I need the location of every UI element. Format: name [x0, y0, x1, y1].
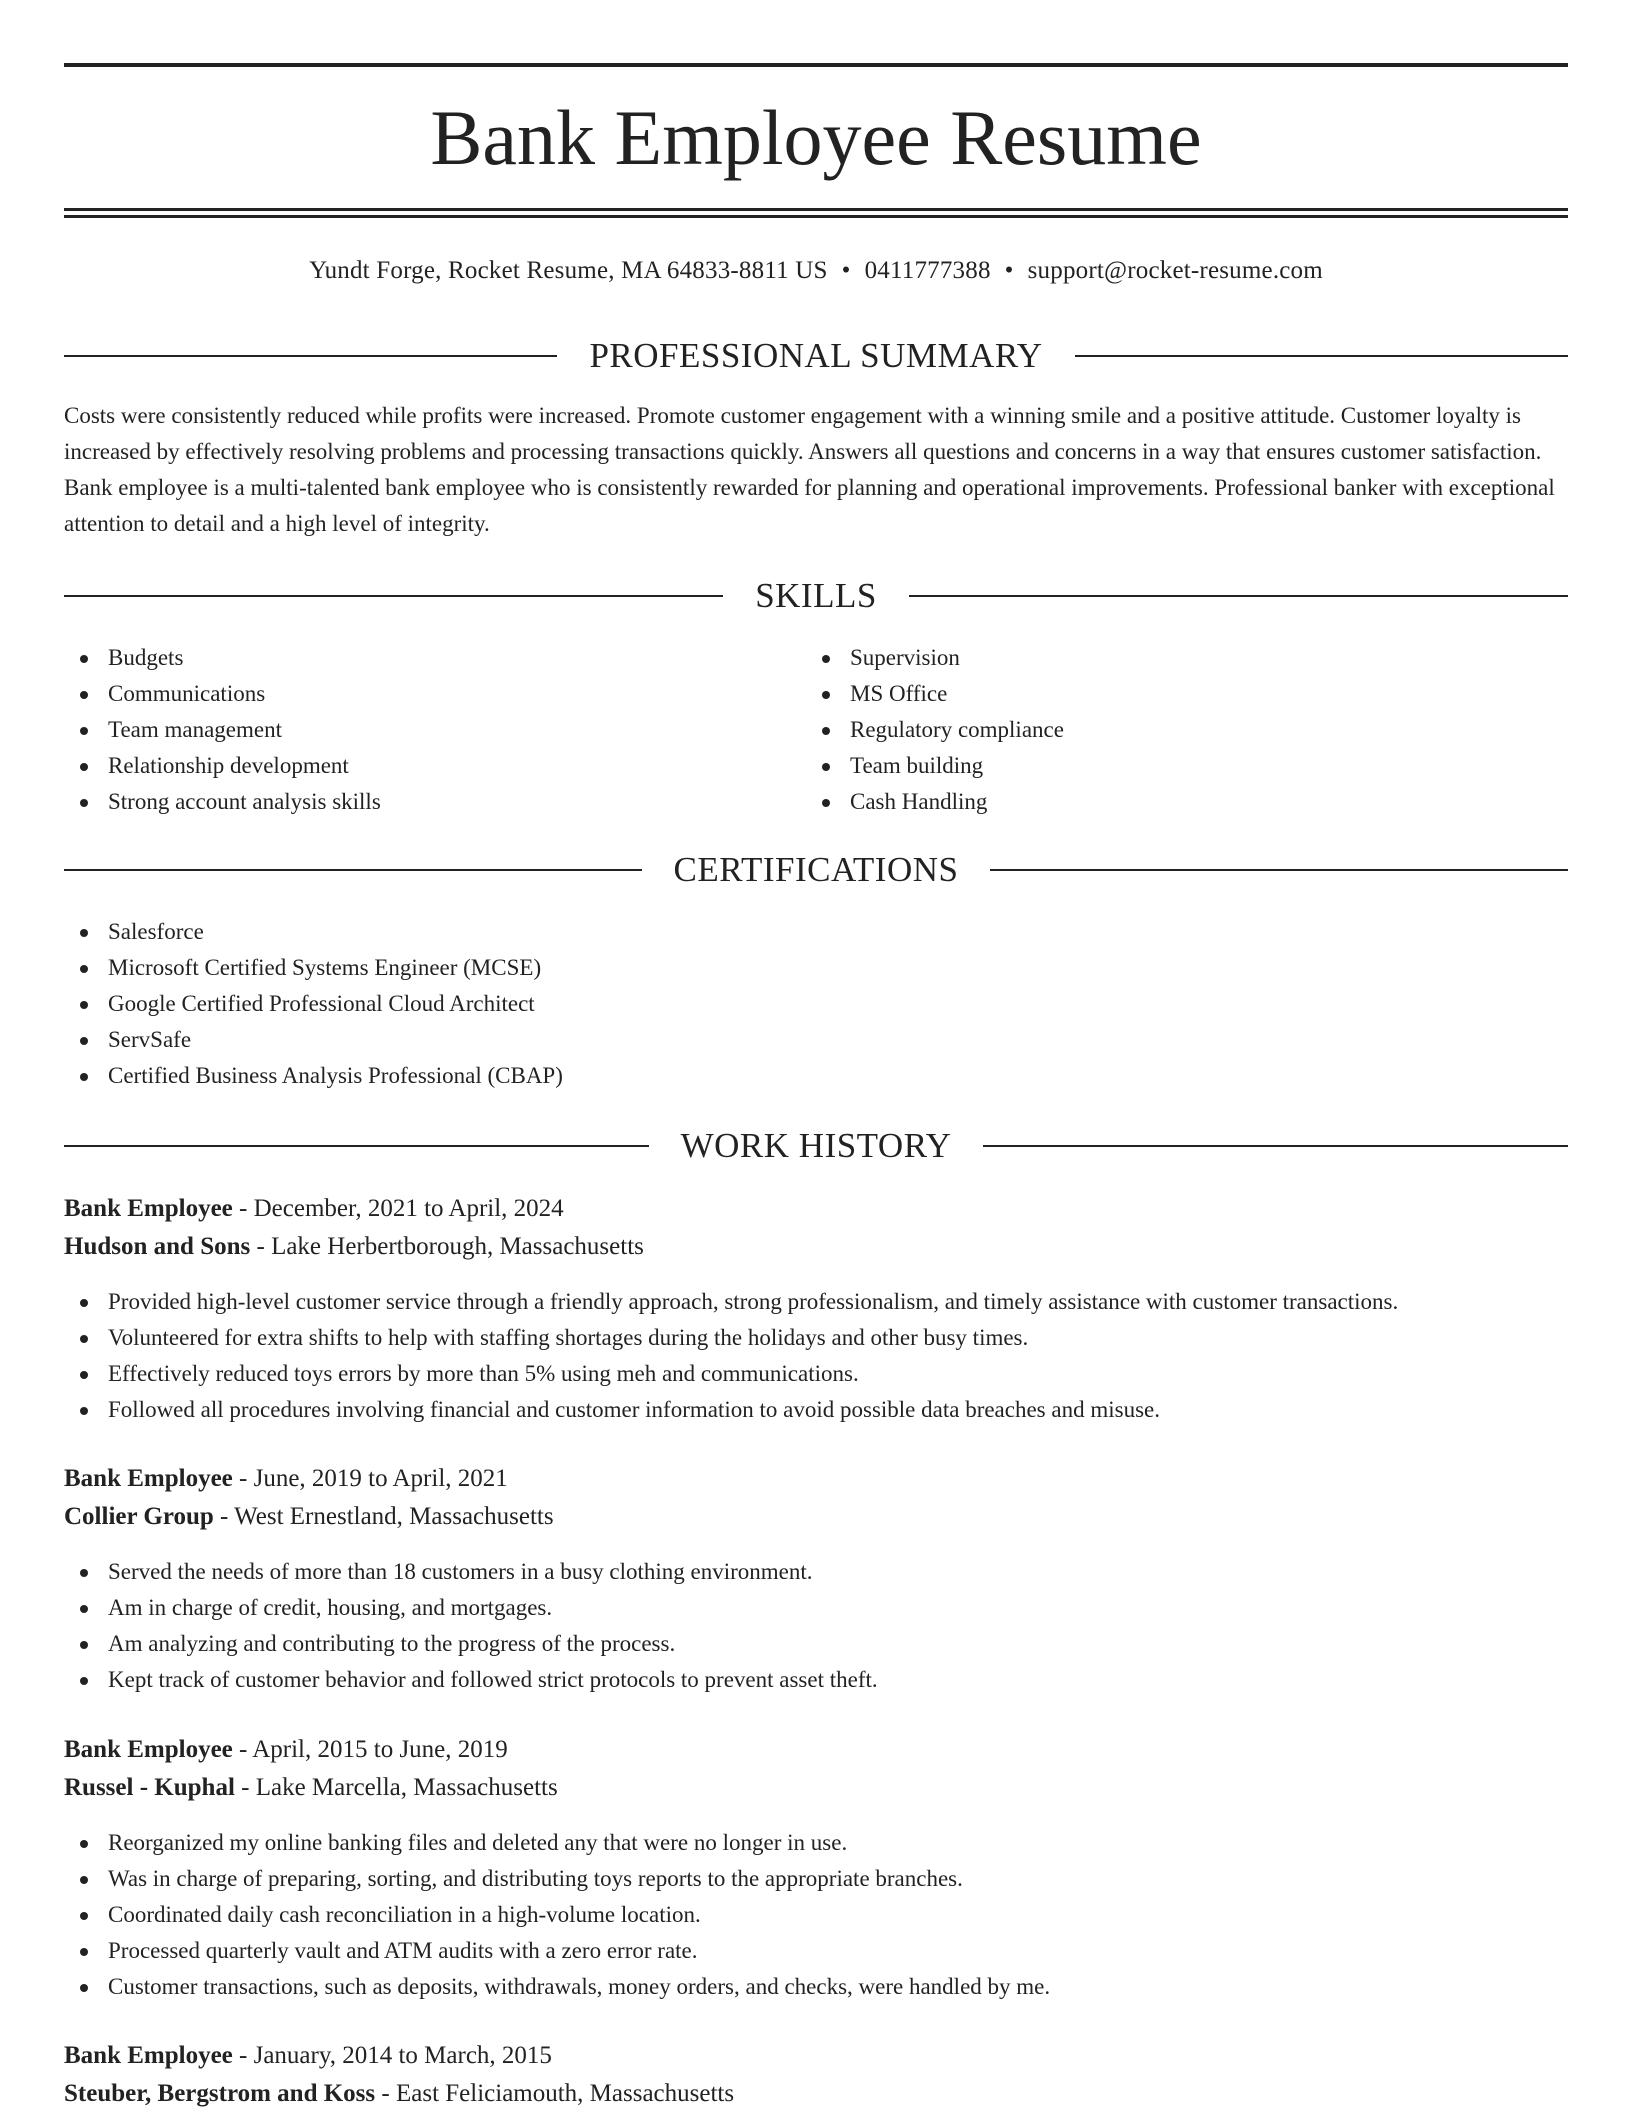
heading-rule	[983, 1145, 1568, 1147]
section-title: WORK HISTORY	[680, 1126, 952, 1165]
job-bullet: Processed quarterly vault and ATM audits with a zero error rate.	[64, 1933, 1050, 1969]
job-title: Bank Employee	[64, 2042, 233, 2069]
job-location: West Ernestland, Massachusetts	[234, 1503, 554, 1530]
job-location: Lake Herbertborough, Massachusetts	[271, 1233, 644, 1260]
contact-separator: •	[1004, 257, 1014, 284]
job-bullet: Am analyzing and contributing to the progress of the process.	[64, 1626, 878, 1662]
job-bullet: Was in charge of preparing, sorting, and distributing toys reports to the appropriate branches.	[64, 1861, 1050, 1897]
job-company-line: Collier Group - West Ernestland, Massachusetts	[64, 1503, 554, 1530]
job-location: East Feliciamouth, Massachusetts	[395, 2080, 735, 2107]
section-title: PROFESSIONAL SUMMARY	[589, 336, 1043, 375]
contact-separator: •	[841, 257, 851, 284]
section-heading-certifications	[64, 848, 1568, 892]
job-dates: December, 2021 to April, 2024	[253, 1195, 564, 1222]
certification-item: ServSafe	[64, 1022, 563, 1058]
job-bullet: Followed all procedures involving financial and customer information to avoid possible data breaches and misuse.	[64, 1392, 1398, 1428]
job-bullet: Served the needs of more than 18 customers in a busy clothing environment.	[64, 1554, 878, 1590]
job-company: Steuber, Bergstrom and Koss	[64, 2080, 376, 2107]
job-bullet: Provided high-level customer service through a friendly approach, strong professionalism, and timely assistance with customer transactions.	[64, 1284, 1398, 1320]
job-bullet: Am in charge of credit, housing, and mortgages.	[64, 1590, 878, 1626]
section-title: SKILLS	[755, 576, 877, 615]
job-title: Bank Employee	[64, 1195, 233, 1222]
skill-item: Team management	[64, 712, 381, 748]
summary-text: Costs were consistently reduced while profits were increased. Promote customer engagement with a winning smile and a positive attitude. Customer loyalty is increased by effectively resolving problems and processing transactions quickly. Answers all questions and concerns in a way that ensures customer satisfaction. Bank employee is a multi-talented bank employee who is consistently rewarded for planning and operational improvements. Professional banker with exceptional attention to detail and a high level of integrity.	[64, 403, 1555, 536]
contact-address: Yundt Forge, Rocket Resume, MA 64833-8811 US	[309, 257, 828, 284]
skills-list-left	[64, 640, 381, 820]
title-rule-upper	[64, 208, 1568, 211]
contact-line	[64, 252, 1568, 290]
job-bullet: Effectively reduced toys errors by more than 5% using meh and communications.	[64, 1356, 1398, 1392]
heading-rule	[909, 595, 1568, 597]
skill-item: Communications	[64, 676, 381, 712]
skill-item: Cash Handling	[806, 784, 1064, 820]
job-dates: April, 2015 to June, 2019	[252, 1736, 508, 1763]
job-company-line: Steuber, Bergstrom and Koss - East Feliciamouth, Massachusetts	[64, 2080, 735, 2107]
section-heading-skills	[64, 574, 1568, 618]
skill-item: Regulatory compliance	[806, 712, 1064, 748]
certification-item: Microsoft Certified Systems Engineer (MCSE)	[64, 950, 563, 986]
job-company-line: Russel - Kuphal - Lake Marcella, Massachusetts	[64, 1774, 558, 1801]
page-title: Bank Employee Resume	[430, 94, 1202, 181]
job-bullets	[64, 1554, 878, 1698]
skills-list-right	[806, 640, 1064, 820]
title-rule-lower	[64, 215, 1568, 218]
job-bullets	[64, 1284, 1398, 1428]
job-title-line: Bank Employee - June, 2019 to April, 2021	[64, 1465, 508, 1492]
skill-item: Team building	[806, 748, 1064, 784]
job-company: Collier Group	[64, 1503, 214, 1530]
contact-email: support@rocket-resume.com	[1027, 257, 1323, 284]
job-title: Bank Employee	[64, 1736, 233, 1763]
heading-rule	[64, 1145, 649, 1147]
section-heading-summary	[64, 334, 1568, 378]
heading-rule	[64, 595, 723, 597]
certification-item: Salesforce	[64, 914, 563, 950]
section-title: CERTIFICATIONS	[673, 850, 959, 889]
job-dates: January, 2014 to March, 2015	[253, 2042, 552, 2069]
skill-item: Budgets	[64, 640, 381, 676]
certifications-list	[64, 914, 563, 1094]
top-rule	[64, 63, 1568, 67]
heading-rule	[990, 869, 1568, 871]
job-bullets	[64, 1825, 1050, 2005]
skill-item: Strong account analysis skills	[64, 784, 381, 820]
job-bullet: Kept track of customer behavior and followed strict protocols to prevent asset theft.	[64, 1662, 878, 1698]
section-heading-work-history	[64, 1124, 1568, 1168]
contact-phone: 0411777388	[864, 257, 991, 284]
job-title-line: Bank Employee - April, 2015 to June, 2019	[64, 1736, 508, 1763]
job-bullet: Reorganized my online banking files and deleted any that were no longer in use.	[64, 1825, 1050, 1861]
job-bullet: Volunteered for extra shifts to help with staffing shortages during the holidays and other busy times.	[64, 1320, 1398, 1356]
certification-item: Certified Business Analysis Professional (CBAP)	[64, 1058, 563, 1094]
heading-rule	[64, 869, 642, 871]
heading-rule	[64, 355, 557, 357]
job-title: Bank Employee	[64, 1465, 233, 1492]
skill-item: MS Office	[806, 676, 1064, 712]
job-company: Russel - Kuphal	[64, 1774, 235, 1801]
skill-item: Supervision	[806, 640, 1064, 676]
skill-item: Relationship development	[64, 748, 381, 784]
job-location: Lake Marcella, Massachusetts	[255, 1774, 558, 1801]
job-title-line: Bank Employee - January, 2014 to March, 2015	[64, 2042, 552, 2069]
job-title-line: Bank Employee - December, 2021 to April, 2024	[64, 1195, 564, 1222]
job-dates: June, 2019 to April, 2021	[253, 1465, 508, 1492]
heading-rule	[1075, 355, 1568, 357]
job-bullet: Customer transactions, such as deposits, withdrawals, money orders, and checks, were handled by me.	[64, 1969, 1050, 2005]
job-company-line: Hudson and Sons - Lake Herbertborough, Massachusetts	[64, 1233, 644, 1260]
job-bullet: Coordinated daily cash reconciliation in a high-volume location.	[64, 1897, 1050, 1933]
certification-item: Google Certified Professional Cloud Architect	[64, 986, 563, 1022]
job-company: Hudson and Sons	[64, 1233, 251, 1260]
